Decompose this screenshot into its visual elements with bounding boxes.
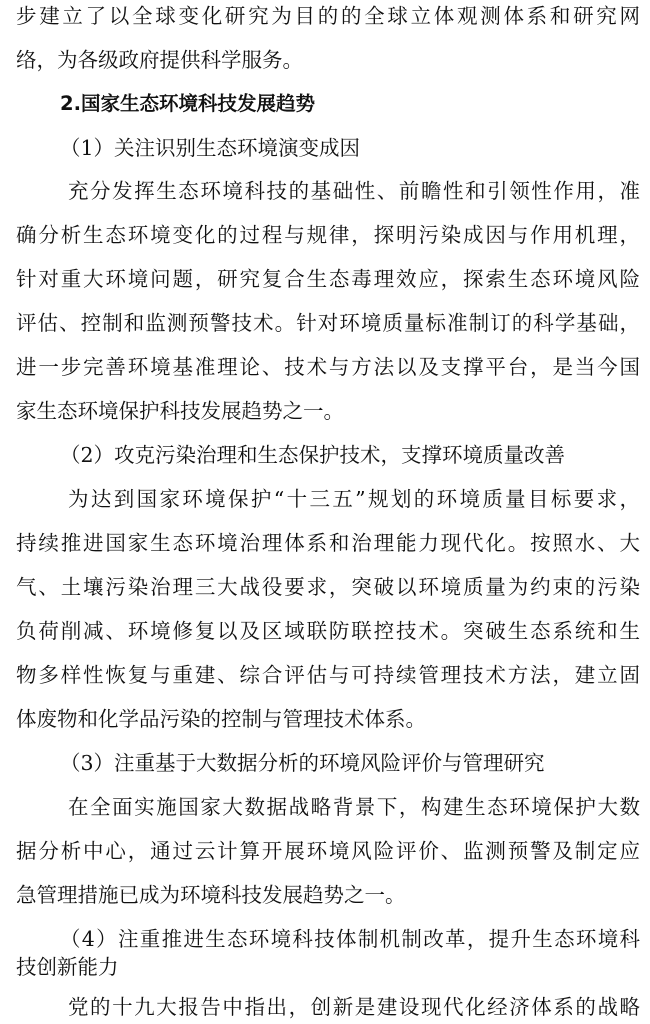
paragraph-line: 据分析中心，通过云计算开展环境风险评价、监测预警及制定应 bbox=[16, 839, 640, 863]
paragraph-line: 负荷削减、环境修复以及区域联防联控技术。突破生态系统和生 bbox=[16, 619, 640, 643]
paragraph-line: 持续推进国家生态环境治理体系和治理能力现代化。按照水、大 bbox=[16, 531, 640, 555]
subsection-heading: （4）注重推进生态环境科技体制机制改革，提升生态环境科 bbox=[60, 927, 640, 951]
paragraph-line-end: 体废物和化学品污染的控制与管理技术体系。 bbox=[16, 707, 426, 731]
paragraph-line: 气、土壤污染治理三大战役要求，突破以环境质量为约束的污染 bbox=[16, 575, 640, 599]
paragraph-line: 在全面实施国家大数据战略背景下，构建生态环境保护大数 bbox=[68, 795, 640, 819]
paragraph-line: 为达到国家环境保护“十三五”规划的环境质量目标要求， bbox=[68, 487, 640, 511]
paragraph-line: 物多样性恢复与重建、综合评估与可持续管理技术方法，建立固 bbox=[16, 663, 640, 687]
paragraph-line: 充分发挥生态环境科技的基础性、前瞻性和引领性作用，准 bbox=[68, 179, 640, 203]
section-heading: 2.国家生态环境科技发展趋势 bbox=[60, 92, 315, 115]
paragraph-line: 步建立了以全球变化研究为目的的全球立体观测体系和研究网 bbox=[16, 4, 640, 28]
subsection-heading: （2）攻克污染治理和生态保护技术，支撑环境质量改善 bbox=[60, 443, 566, 467]
subsection-heading: （3）注重基于大数据分析的环境风险评价与管理研究 bbox=[60, 751, 545, 775]
paragraph-line: 进一步完善环境基准理论、技术与方法以及支撑平台，是当今国 bbox=[16, 355, 640, 379]
subsection-heading-end: 技创新能力 bbox=[16, 955, 119, 979]
paragraph-line: 确分析生态环境变化的过程与规律，探明污染成因与作用机理， bbox=[16, 223, 640, 247]
paragraph-line: 评估、控制和监测预警技术。针对环境质量标准制订的科学基础， bbox=[16, 311, 640, 335]
subsection-heading: （1）关注识别生态环境演变成因 bbox=[60, 136, 361, 160]
paragraph-line-end: 络，为各级政府提供科学服务。 bbox=[16, 48, 303, 72]
paragraph-line-end: 家生态环境保护科技发展趋势之一。 bbox=[16, 399, 344, 423]
paragraph-line-end: 急管理措施已成为环境科技发展趋势之一。 bbox=[16, 883, 406, 907]
paragraph-line: 党的十九大报告中指出，创新是建设现代化经济体系的战略 bbox=[68, 995, 640, 1019]
paragraph-line: 针对重大环境问题，研究复合生态毒理效应，探索生态环境风险 bbox=[16, 267, 640, 291]
